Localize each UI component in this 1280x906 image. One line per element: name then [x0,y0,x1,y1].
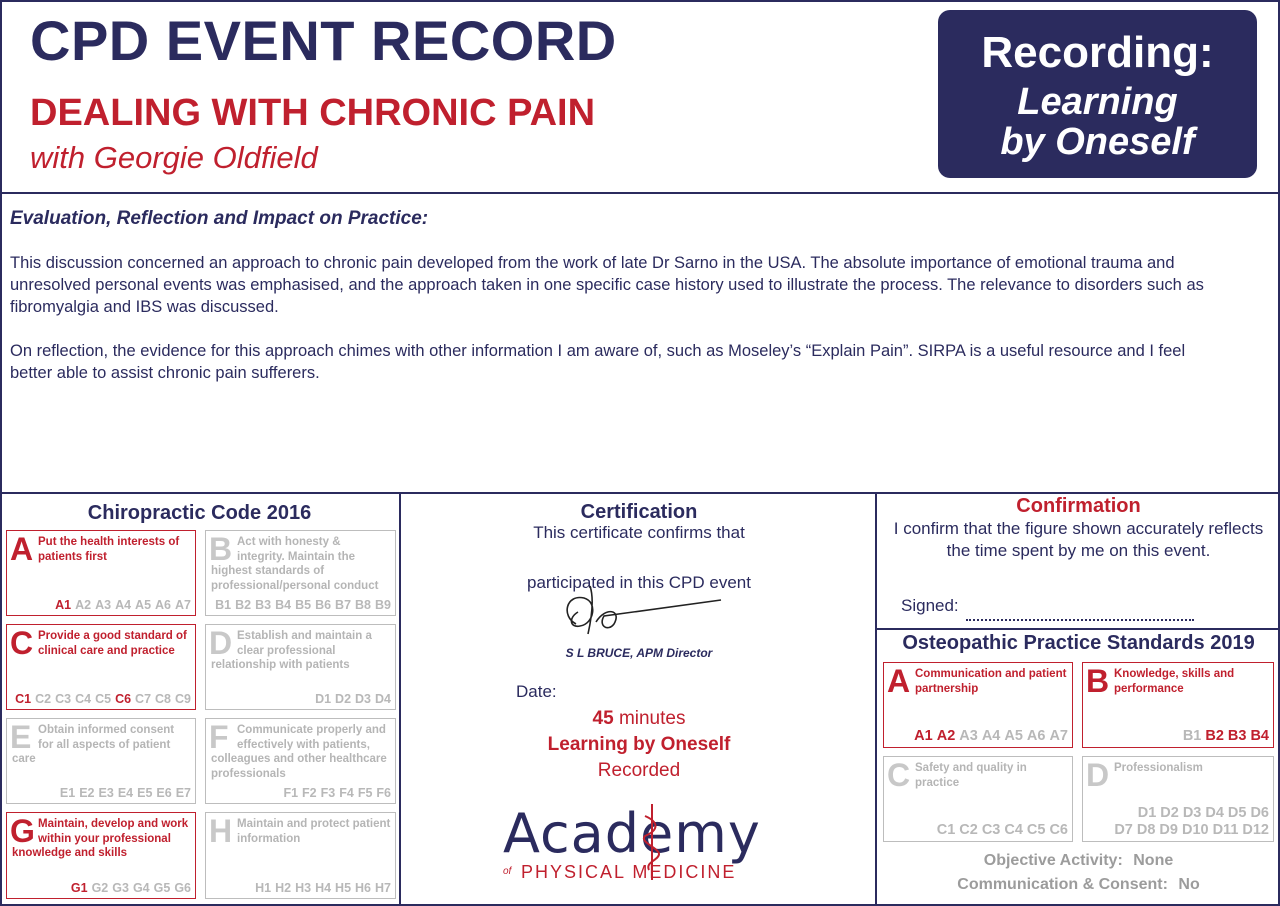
standard-code-b3: B3 [1227,728,1247,744]
standard-code-g1: G1 [70,881,88,895]
standard-code-e4: E4 [117,786,134,800]
standard-codes [937,822,1068,838]
standard-description [887,663,1068,699]
standard-code-c4: C4 [1004,822,1023,838]
standard-code-c8: C8 [155,692,172,706]
standard-code-d12: D12 [1242,822,1269,838]
communication-consent-label: Communication & Consent: [957,876,1168,893]
duration [401,708,877,730]
evaluation-paragraph: This discussion concerned an approach to chronic pain developed from the work of late Dr Sarno in the USA. The absolute importance of emotional trauma and unresolved personal events was emphasised, and the approach taken in one specific case history used to illustrate the process. The relevance to disorders such as fibromyalgia and IBS was discussed. [10,254,1204,316]
standard-box-c [883,756,1073,842]
standard-description-text: Establish and maintain a clear professional relationship with patients [211,630,372,671]
standard-code-h1: H1 [255,881,272,895]
academy-logo [501,802,781,892]
standard-codes [15,692,191,706]
badge-mode [938,82,1257,162]
standard-code-b4: B4 [275,598,292,612]
standard-description-text: Knowledge, skills and performance [1114,668,1235,695]
standard-letter: A [887,663,911,699]
standard-description [209,531,391,593]
standard-letter: A [10,531,34,567]
standard-description-text: Maintain, develop and work within your professional knowledge and skills [12,818,189,859]
standard-code-a5: A5 [135,598,152,612]
standard-code-b2: B2 [1205,728,1224,744]
standard-code-f5: F5 [357,786,373,800]
standard-code-b6: B6 [315,598,332,612]
page-title: CPD EVENT RECORD [30,9,617,72]
reflection-paragraph: On reflection, the evidence for this approach chimes with other information I am aware of, such as Moseley’s “Explain Pain”. SIRPA is a useful resource and I feel better able to assist chronic pain sufferers. [10,342,1186,382]
activity-mode: Recorded [597,760,681,781]
certification-title: Certification [580,501,698,523]
activity-type: Learning by Oneself [547,734,731,755]
standard-code-c3: C3 [981,822,1001,838]
standard-code-d6: D6 [1250,805,1269,821]
standard-description [1086,757,1269,793]
standard-box-a [6,530,196,616]
standard-box-b [1082,662,1274,748]
standard-code-c9: C9 [175,692,191,706]
standard-code-h7: H7 [375,881,391,895]
standard-box-a [883,662,1073,748]
standard-codes [315,692,391,706]
standard-description [209,719,391,781]
standard-box-b [205,530,396,616]
standard-code-d2: D2 [1160,805,1179,821]
signed-label: Signed: [901,596,959,615]
standard-code-a2: A2 [936,728,956,744]
standard-code-f6: F6 [376,786,391,800]
standard-description-text: Communicate properly and effectively with patients, colleagues and other healthcare professionals [211,724,387,780]
objective-activity [877,852,1280,870]
standard-code-f4: F4 [339,786,354,800]
standard-code-g6: G6 [174,881,191,895]
standard-code-e5: E5 [137,786,153,800]
standard-code-b3: B3 [255,598,272,612]
standard-code-a2: A2 [75,598,92,612]
standard-code-c3: C3 [55,692,72,706]
standard-code-c7: C7 [135,692,152,706]
section-divider [877,628,1280,630]
standard-code-b1: B1 [215,598,232,612]
standard-code-c5: C5 [1026,822,1046,838]
standard-description-text: Put the health interests of patients first [38,536,180,563]
standard-description-text: Communication and patient partnership [915,668,1067,695]
standard-letter: G [10,813,35,849]
standard-code-f3: F3 [320,786,336,800]
standard-letter: D [1086,757,1110,793]
standard-description-text: Provide a good standard of clinical care and practice [38,630,187,657]
signature-field[interactable] [966,619,1194,621]
recording-badge [938,10,1257,178]
standard-code-b8: B8 [355,598,372,612]
communication-consent [877,876,1280,894]
standard-description [209,625,391,673]
confirmation-title: Confirmation [1016,495,1141,517]
standard-codes [255,881,391,895]
standard-code-d10: D10 [1181,822,1209,838]
standard-code-d5: D5 [1227,805,1247,821]
standard-code-h3: H3 [295,881,312,895]
standard-letter: B [1086,663,1110,699]
standard-code-b7: B7 [335,598,352,612]
standard-code-c2: C2 [35,692,52,706]
standard-codes [1138,805,1269,821]
standard-codes [215,598,391,612]
standard-code-h4: H4 [315,881,332,895]
standard-code-h2: H2 [275,881,292,895]
standard-code-d11: D11 [1212,822,1239,838]
logo-wordmark: Academy [503,802,761,865]
standard-code-c6: C6 [1049,822,1068,838]
standard-code-d1: D1 [315,692,332,706]
chiro-title: Chiropractic Code 2016 [87,502,312,524]
standard-code-c5: C5 [95,692,112,706]
badge-mode-line1: Learning [1017,81,1178,123]
standard-codes [55,598,191,612]
badge-heading: Recording: [981,28,1214,77]
standard-box-h [205,812,396,899]
standard-code-a4: A4 [981,728,1001,744]
standard-code-d3: D3 [355,692,372,706]
standard-description-text: Professionalism [1114,762,1203,774]
standard-code-d2: D2 [335,692,352,706]
standard-description [10,625,191,661]
standard-codes [914,728,1068,744]
director-signature [556,576,726,646]
standard-description-text: Safety and quality in practice [915,762,1027,789]
standard-code-e6: E6 [156,786,172,800]
standard-code-d4: D4 [1205,805,1224,821]
standard-code-a5: A5 [1004,728,1023,744]
logo-of: of [503,866,512,877]
standard-code-c6: C6 [115,692,132,706]
standard-code-e2: E2 [79,786,95,800]
standard-codes [1183,728,1269,744]
standard-box-d [1082,756,1274,842]
standard-code-b4: B4 [1250,728,1269,744]
standard-code-h6: H6 [355,881,372,895]
standard-code-b9: B9 [375,598,391,612]
standard-code-g3: G3 [112,881,129,895]
standard-code-a7: A7 [1049,728,1068,744]
standard-description [1086,663,1269,699]
standard-code-h5: H5 [335,881,352,895]
standard-box-g [6,812,196,899]
standard-code-d1: D1 [1137,805,1157,821]
standard-letter: C [10,625,34,661]
certification-line1: This certificate confirms that [533,523,745,542]
standard-code-c1: C1 [936,822,956,838]
standard-description-text: Act with honesty & integrity. Maintain the highest standards of professional/personal conduct [211,536,379,592]
standard-code-a3: A3 [95,598,112,612]
objective-activity-label: Objective Activity: [983,852,1123,869]
standard-code-d4: D4 [375,692,391,706]
standard-code-a1: A1 [55,598,72,612]
standard-code-d7: D7 [1114,822,1133,838]
standard-code-g2: G2 [91,881,109,895]
evaluation-section [0,194,1280,494]
standard-description-text: Maintain and protect patient information [237,818,391,845]
standard-code-g5: G5 [153,881,171,895]
standard-code-a6: A6 [1026,728,1046,744]
duration-value: 45 [592,708,614,729]
standard-codes [283,786,391,800]
standard-letter: E [10,719,32,755]
certification-panel [401,494,877,906]
standard-code-a6: A6 [155,598,172,612]
standard-code-c1: C1 [15,692,32,706]
standard-code-e7: E7 [175,786,191,800]
standard-code-e1: E1 [59,786,76,800]
standard-box-d [205,624,396,710]
standard-box-f [205,718,396,804]
standard-code-c2: C2 [959,822,978,838]
evaluation-heading: Evaluation, Reflection and Impact on Practice: [10,208,429,229]
standard-code-a1: A1 [914,728,933,744]
standard-code-a4: A4 [115,598,132,612]
communication-consent-value: No [1178,876,1200,893]
standard-letter: B [209,531,233,567]
standard-box-e [6,718,196,804]
standard-codes [1114,822,1269,838]
standard-description-text: Obtain informed consent for all aspects of patient care [12,724,175,765]
standard-code-b5: B5 [295,598,312,612]
confirmation-text: I confirm that the figure shown accurately reflects the time spent by me on this event. [893,519,1264,560]
standard-description [10,813,191,861]
standard-letter: D [209,625,233,661]
date-label: Date: [516,682,557,701]
standard-code-d8: D8 [1136,822,1156,838]
standard-code-f1: F1 [283,786,299,800]
standard-code-b2: B2 [235,598,252,612]
standard-description [887,757,1068,793]
standard-code-f2: F2 [302,786,317,800]
presenter-name: with Georgie Oldfield [30,140,318,175]
objective-activity-value: None [1133,852,1174,869]
standard-code-c4: C4 [75,692,92,706]
certification-line2: participated in this CPD event [527,573,751,592]
badge-mode-line2: by Oneself [1000,121,1195,163]
standard-code-g4: G4 [132,881,150,895]
standard-code-e3: E3 [98,786,114,800]
standard-letter: C [887,757,911,793]
standard-code-d9: D9 [1159,822,1178,838]
standard-code-b1: B1 [1182,728,1202,744]
osteo-title: Osteopathic Practice Standards 2019 [902,632,1255,654]
standard-code-a7: A7 [175,598,191,612]
standard-codes [71,881,191,895]
standard-letter: F [209,719,229,755]
standard-codes [60,786,191,800]
event-title: DEALING WITH CHRONIC PAIN [30,92,596,134]
standard-code-a3: A3 [959,728,978,744]
standard-description [10,531,191,567]
signatory-name: S L BRUCE, APM Director [565,646,713,660]
standard-box-c [6,624,196,710]
standard-description [10,719,191,767]
duration-unit: minutes [618,708,686,729]
standard-letter: H [209,813,233,849]
logo-subtitle: PHYSICAL MEDICINE [521,862,737,882]
standard-description [209,813,391,849]
header [0,0,1280,194]
standard-code-d3: D3 [1182,805,1202,821]
